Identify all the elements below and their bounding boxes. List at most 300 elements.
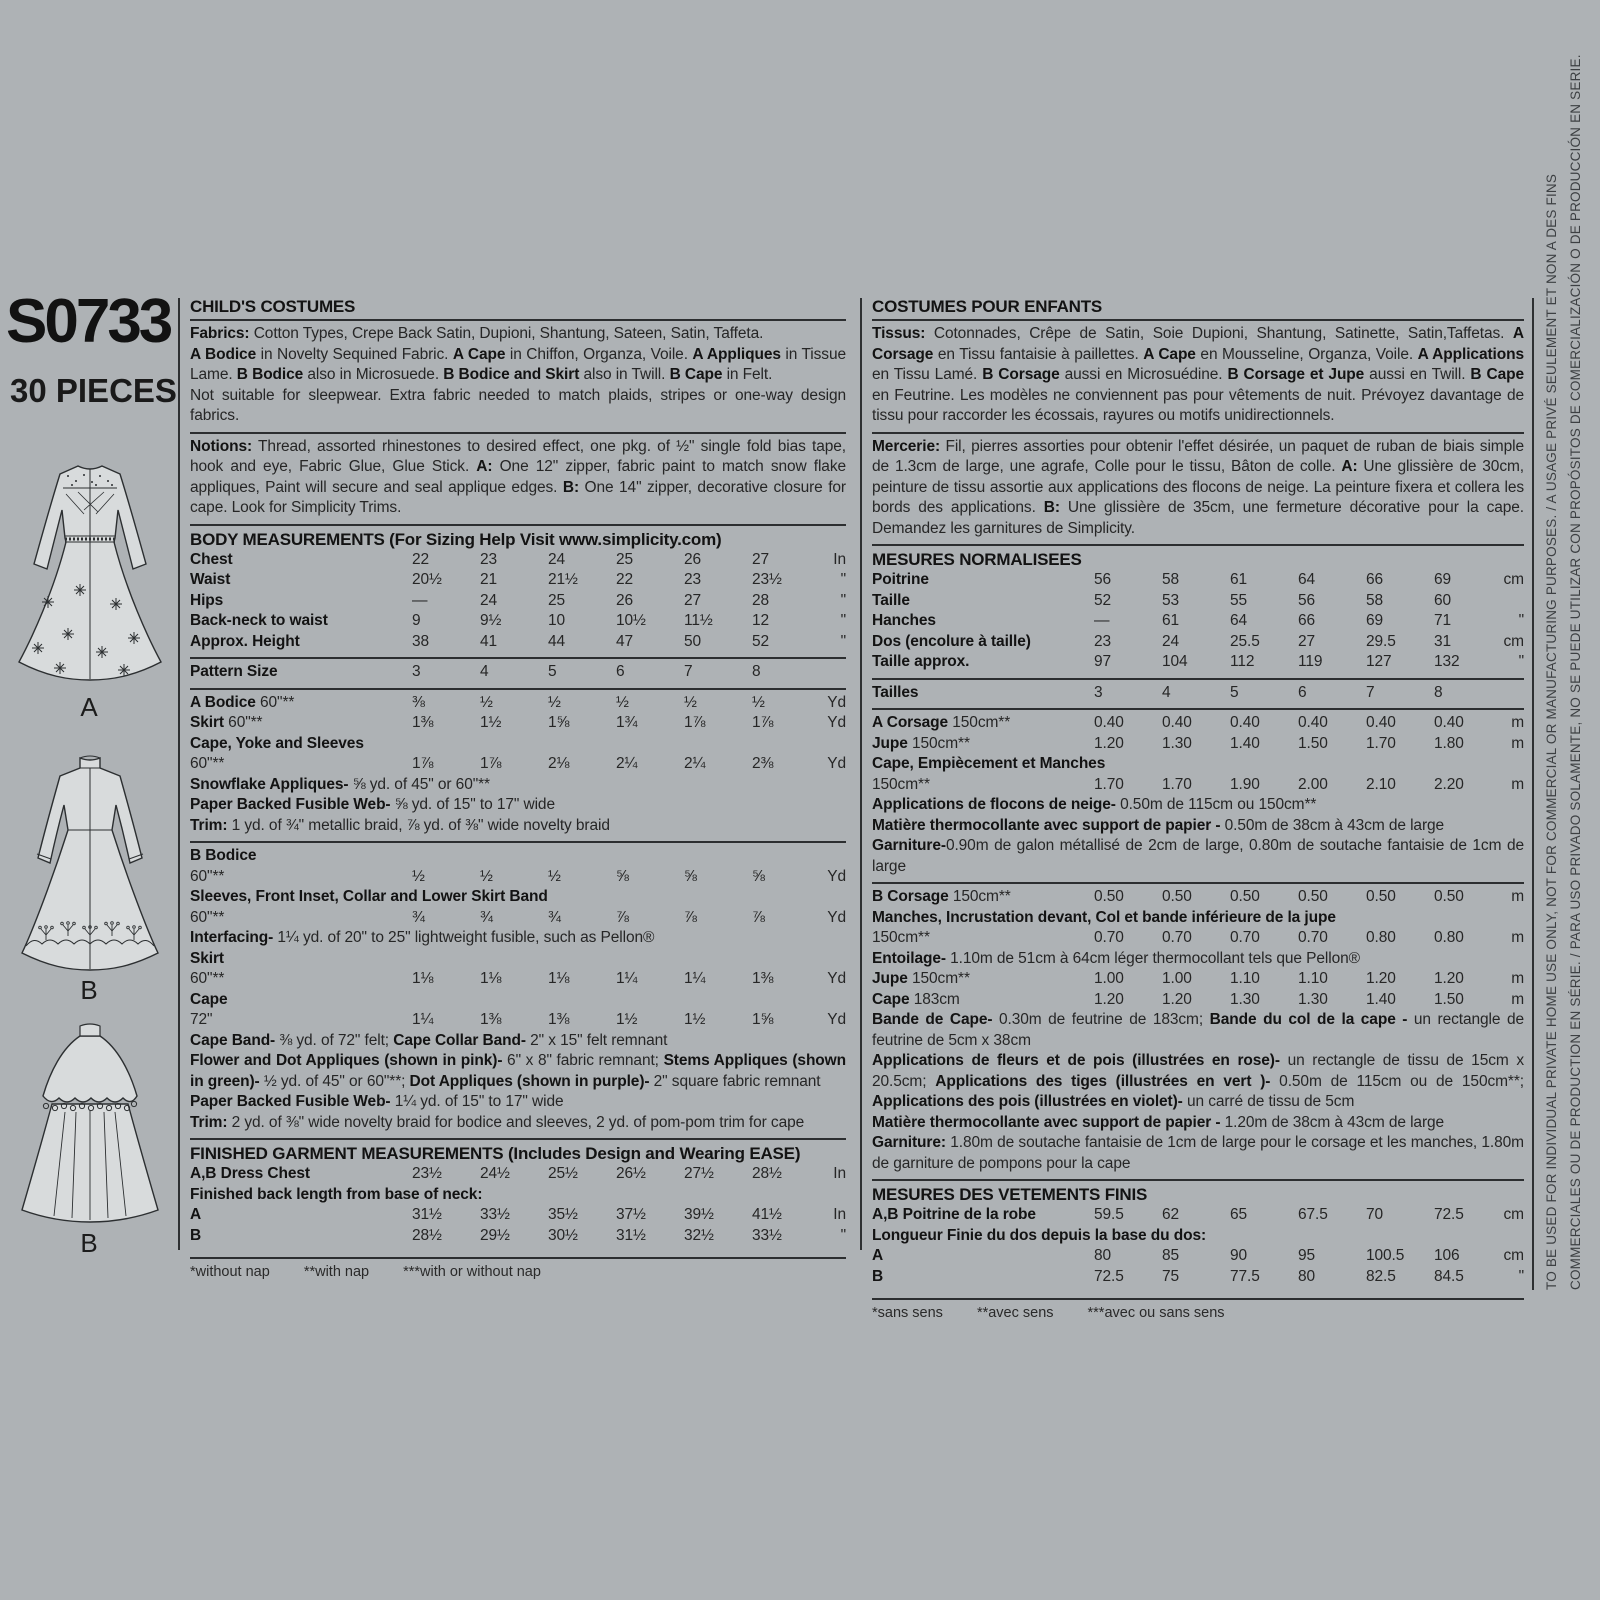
cell-value: 23½ — [412, 1165, 442, 1182]
view-a-label: A — [80, 692, 98, 722]
label-bold: Sleeves, Front Inset, Collar and Lower Skirt Band — [190, 888, 548, 905]
cell-value: 1.30 — [1298, 990, 1328, 1008]
cell-value: 5 — [548, 663, 557, 680]
row-label — [190, 611, 412, 632]
label-bold: Applications de fleurs et de pois (illustrées en rose)- — [872, 1052, 1280, 1069]
row-label — [190, 591, 412, 612]
cell-value: ¾ — [412, 908, 425, 926]
unit-cell: " — [1518, 653, 1524, 670]
cell-value: 21½ — [548, 571, 578, 588]
cell-value: 2⅛ — [548, 755, 570, 772]
label-bold: Applications des pois (illustrées en violet)- — [872, 1093, 1183, 1110]
cell-value: 0.40 — [1162, 714, 1192, 731]
cell-value: ¾ — [480, 908, 493, 926]
section-heading — [190, 529, 846, 550]
label-bold: Taille — [872, 591, 910, 609]
section — [872, 1179, 1524, 1292]
row-label — [872, 969, 1094, 990]
cell-value: 1.20 — [1094, 734, 1124, 752]
cell-value: 33½ — [752, 1226, 782, 1244]
label-bold: B — [872, 1267, 884, 1285]
cell-value: 1.30 — [1230, 990, 1260, 1008]
cell-value: 55 — [1230, 591, 1248, 609]
cell-value: 24 — [480, 591, 498, 609]
unit-cell: " — [1518, 612, 1524, 629]
unit-cell: In — [833, 550, 846, 568]
unit-cell: Yd — [827, 693, 846, 711]
cell-value: 29½ — [480, 1226, 510, 1244]
label-bold: B Bodice and Skirt — [443, 366, 580, 383]
label-text: en Tissu fantaisie à paillettes. — [933, 345, 1144, 363]
unit-cell: " — [840, 632, 846, 650]
table-row — [190, 969, 846, 990]
cell-value: 5 — [1230, 683, 1239, 701]
label-text: 1¼ yd. of 20" to 25" lightweight fusible, such as Pellon® — [273, 929, 655, 946]
label-text: 1¼ yd. of 15" to 17" wide — [390, 1093, 564, 1110]
label-bold: A Bodice — [190, 693, 256, 711]
cell-value: 1¾ — [616, 714, 638, 731]
view-b-dress-label: B — [80, 975, 98, 1005]
cell-value: 61 — [1162, 612, 1180, 629]
cell-value: 1⅞ — [480, 755, 502, 772]
cell-value: 61 — [1230, 571, 1248, 588]
cell-value: 32½ — [684, 1226, 714, 1244]
label-bold: Bande du col de la cape - — [1209, 1011, 1408, 1028]
footnote — [872, 1298, 1524, 1321]
cell-value: 1⅞ — [412, 755, 434, 772]
label-bold: Skirt — [190, 949, 224, 967]
row-label — [190, 754, 412, 775]
cell-value: 31½ — [616, 1226, 646, 1244]
cell-value: ⅞ — [752, 908, 765, 926]
cell-value: 38 — [412, 632, 430, 650]
table-row — [190, 570, 846, 591]
cell-value: 1⅛ — [412, 970, 434, 987]
cell-value: 71 — [1434, 612, 1452, 629]
cell-value: 25 — [548, 591, 566, 609]
unit-cell: Yd — [827, 714, 846, 731]
section — [872, 544, 1524, 678]
cell-value: 1.40 — [1230, 734, 1260, 752]
label-bold: Trim: — [190, 816, 228, 834]
label-text: 60"** — [190, 970, 225, 987]
label-bold: B: — [1043, 499, 1060, 516]
unit-cell: Yd — [827, 867, 846, 885]
label-bold: A Bodice — [190, 345, 257, 363]
cell-value: 85 — [1162, 1247, 1180, 1264]
label-text: 183cm — [909, 990, 960, 1008]
label-bold: Entoilage- — [872, 949, 946, 967]
cell-value: 44 — [548, 632, 566, 650]
cell-value: ⅜ — [412, 693, 425, 711]
label-text: Not suitable for sleepwear. Extra fabric needed to match plaids, stripes or one-way design fabrics. — [190, 386, 846, 424]
cell-value: 50 — [684, 632, 702, 650]
label-text: un rectangle de tissu de 15cm x 20.5cm; — [872, 1052, 1524, 1090]
cell-value: 67.5 — [1298, 1206, 1328, 1223]
table-row — [872, 1205, 1524, 1226]
cell-value: 6 — [1298, 683, 1307, 701]
cell-value: 70 — [1366, 1206, 1384, 1223]
label-bold: Dos (encolure à taille) — [872, 632, 1031, 650]
table-row — [872, 713, 1524, 734]
table-row — [190, 908, 846, 929]
cell-value: 26½ — [616, 1165, 646, 1182]
copyright-vertical-text — [1540, 54, 1588, 1290]
cell-value: 23 — [480, 550, 498, 568]
label-bold: Hips — [190, 591, 224, 609]
cell-value: ½ — [684, 693, 697, 711]
cell-value: 1.00 — [1162, 970, 1192, 987]
label-bold: Cape Collar Band- — [393, 1031, 526, 1049]
cell-value: 3 — [412, 663, 421, 680]
label-bold: COSTUMES POUR ENFANTS — [872, 297, 1103, 316]
cell-value: 1.70 — [1094, 775, 1124, 793]
cell-value: 37½ — [616, 1206, 646, 1223]
paragraph — [190, 1031, 846, 1052]
unit-cell: m — [1511, 775, 1524, 793]
cell-value: ⅝ — [684, 867, 697, 885]
cell-value: 0.40 — [1366, 714, 1396, 731]
cell-value: 62 — [1162, 1206, 1180, 1223]
table-row — [872, 990, 1524, 1011]
row-label — [872, 652, 1094, 673]
cell-value: 4 — [480, 663, 489, 680]
cell-value: 53 — [1162, 591, 1180, 609]
label-bold: Tailles — [872, 683, 919, 701]
cell-value: ½ — [548, 867, 561, 885]
cell-value: 1¼ — [684, 970, 706, 987]
label-bold: MESURES NORMALISEES — [872, 550, 1082, 569]
row-label — [872, 683, 1094, 704]
cell-value: ½ — [480, 867, 493, 885]
table-row — [190, 611, 846, 632]
cell-value: 7 — [684, 663, 693, 680]
table-text-line — [872, 816, 1524, 837]
label-bold: A: — [476, 458, 493, 475]
cell-value: 21 — [480, 571, 498, 588]
label-bold: Trim: — [190, 1113, 228, 1131]
unit-cell: cm — [1503, 1206, 1524, 1223]
table-text-line — [872, 949, 1524, 970]
table-row — [872, 570, 1524, 591]
footnote-item: ***with or without nap — [403, 1264, 541, 1280]
section — [872, 319, 1524, 432]
cell-value: 4 — [1162, 683, 1171, 701]
cell-value: 0.40 — [1434, 714, 1464, 731]
label-bold: Cape, Yoke and Sleeves — [190, 734, 364, 752]
cell-value: 27 — [684, 591, 702, 609]
label-bold: Taille approx. — [872, 653, 970, 670]
copyright-line-2: COMMERCIALES OU DE PRODUCTION EN SÉRIE. / PARA USO PRIVADO SOLAMENTE, NO SE PUEDE UTILIZAR CON PROPÓSITOS DE COMERCIALIZACIÓN O DE PRODUCCIÓN EN SERIE. — [1568, 54, 1583, 1290]
cell-value: 0.50 — [1434, 888, 1464, 905]
table-row — [190, 1010, 846, 1031]
label-bold: Jupe — [872, 970, 908, 987]
cell-value: 112 — [1230, 653, 1255, 670]
row-label — [872, 887, 1094, 908]
cell-value: 2¼ — [684, 755, 706, 772]
paragraph — [190, 1051, 846, 1092]
cell-value: 52 — [752, 632, 770, 650]
label-bold: B Corsage et Jupe — [1227, 366, 1365, 383]
cell-value: 7 — [1366, 683, 1375, 701]
cell-value: — — [1094, 612, 1110, 629]
cell-value: 69 — [1434, 571, 1452, 588]
label-bold: Garniture- — [872, 837, 946, 854]
cell-value: 1½ — [616, 1011, 638, 1028]
label-bold: Applications des tiges (illustrées en vert )- — [935, 1072, 1271, 1090]
cell-value: 29.5 — [1366, 632, 1396, 650]
label-bold: Stems Appliques (shown in green)- — [190, 1052, 847, 1090]
unit-cell: " — [840, 612, 846, 629]
label-bold: A,B Poitrine de la robe — [872, 1206, 1036, 1223]
cell-value: 0.80 — [1434, 929, 1464, 946]
label-text: aussi en Microsuédine. — [1059, 366, 1228, 383]
cell-value: 33½ — [480, 1206, 510, 1223]
cell-value: 22 — [616, 571, 634, 588]
label-text: 0.50m de 115cm ou 150cm** — [1115, 796, 1317, 813]
label-text: Une glissière de 35cm, une fermeture décorative pour la cape. Demandez les garnitures de Simplicity. — [872, 499, 1524, 537]
row-label — [190, 693, 412, 714]
unit-cell: Yd — [827, 755, 846, 772]
table-row — [872, 1246, 1524, 1267]
label-bold: B Cape — [669, 366, 723, 383]
label-bold: Flower and Dot Appliques (shown in pink)- — [190, 1052, 503, 1069]
english-column — [190, 296, 846, 1280]
row-label — [190, 1205, 412, 1226]
cell-value: 0.40 — [1230, 714, 1260, 731]
label-bold: Pattern Size — [190, 663, 278, 680]
label-bold: Jupe — [872, 734, 908, 752]
label-bold: BODY MEASUREMENTS (For Sizing Help Visit www.simplicity.com) — [190, 529, 722, 549]
pattern-number: S0733 — [6, 287, 171, 356]
table-row — [190, 754, 846, 775]
label-text: ⅝ yd. of 45" or 60"** — [348, 775, 490, 793]
cell-value: 64 — [1298, 571, 1316, 588]
row-label — [190, 1010, 412, 1031]
section — [872, 708, 1524, 882]
row-label — [872, 713, 1094, 734]
label-text: 150cm** — [907, 734, 970, 752]
cell-value: 97 — [1094, 653, 1112, 670]
cell-value: 1⅜ — [480, 1011, 502, 1028]
label-text: ½ yd. of 45" or 60"**; — [259, 1072, 410, 1090]
cell-value: 1.10 — [1298, 970, 1328, 987]
label-bold: A Corsage — [872, 714, 949, 731]
unit-cell: m — [1511, 970, 1524, 987]
table-text-line — [190, 990, 846, 1011]
label-bold: Fabrics: — [190, 325, 250, 342]
table-text-line — [190, 795, 846, 816]
cell-value: 1⅜ — [548, 1011, 570, 1028]
cell-value: 1.40 — [1366, 990, 1396, 1008]
row-label — [872, 1205, 1094, 1226]
unit-cell — [1502, 683, 1524, 704]
cell-value: 2.00 — [1298, 775, 1328, 793]
label-bold: B — [190, 1226, 202, 1244]
cell-value: 1.80 — [1434, 734, 1464, 752]
cell-value: 1.30 — [1162, 734, 1192, 752]
cell-value: 80 — [1298, 1267, 1316, 1285]
label-text: Une glissière de 30cm, peinture de tissu assortie aux applications des flocons de neige. La peinture fixera et collera les bords des applications. — [872, 458, 1524, 516]
cell-value: 1.20 — [1366, 970, 1396, 987]
label-bold: B Corsage — [982, 366, 1060, 383]
label-bold: Mercerie: — [872, 437, 941, 455]
label-bold: Cape — [872, 990, 910, 1008]
cell-value: 82.5 — [1366, 1267, 1396, 1285]
unit-cell: m — [1511, 734, 1524, 752]
cell-value: 1⅜ — [752, 970, 774, 987]
label-text: 2" x 15" felt remnant — [525, 1031, 668, 1049]
cell-value: ½ — [548, 693, 561, 711]
unit-cell — [820, 662, 846, 683]
label-bold: Back-neck to waist — [190, 612, 328, 629]
label-text: 60"** — [223, 714, 263, 731]
table-row — [190, 867, 846, 888]
footnote-item: *without nap — [190, 1264, 270, 1280]
label-bold: B: — [562, 478, 580, 496]
table-row — [190, 591, 846, 612]
cell-value: 1.10 — [1230, 970, 1260, 987]
unit-cell: m — [1511, 990, 1524, 1008]
cell-value: 0.80 — [1366, 929, 1396, 946]
table-text-line — [190, 846, 846, 867]
cell-value: 64 — [1230, 612, 1248, 629]
row-label — [872, 1267, 1094, 1288]
label-bold: Cape, Empiècement et Manches — [872, 755, 1106, 772]
french-column — [872, 296, 1524, 1321]
label-text: 150cm** — [872, 929, 930, 946]
row-label — [872, 734, 1094, 755]
label-text: 1.20m de 38cm à 43cm de large — [1220, 1113, 1445, 1131]
table-row — [190, 1205, 846, 1226]
cell-value: 31 — [1434, 632, 1452, 650]
cell-value: 59.5 — [1094, 1206, 1124, 1223]
section — [190, 319, 846, 432]
row-label — [872, 611, 1094, 632]
section — [190, 841, 846, 1138]
cell-value: 1.20 — [1434, 970, 1464, 987]
section — [190, 688, 846, 842]
cell-value: 75 — [1162, 1267, 1180, 1285]
cell-value: 0.70 — [1298, 929, 1328, 946]
label-bold: Snowflake Appliques- — [190, 775, 349, 793]
label-text: 1.80m de soutache fantaisie de 1cm de large pour le corsage et les manches, 1.80m de garniture de pompons pour la cape — [872, 1134, 1524, 1172]
cell-value: 1.20 — [1094, 990, 1124, 1008]
table-text-line — [190, 816, 846, 837]
table-text-line — [190, 928, 846, 949]
label-text: 1 yd. of ¾" metallic braid, ⅞ yd. of ⅜" wide novelty braid — [227, 816, 610, 834]
section — [190, 657, 846, 688]
cell-value: 65 — [1230, 1206, 1248, 1223]
cell-value: ⅞ — [684, 908, 697, 926]
cell-value: 60 — [1434, 591, 1452, 609]
label-bold: Bande de Cape- — [872, 1011, 993, 1028]
cell-value: 0.70 — [1230, 929, 1260, 946]
cell-value: 41 — [480, 632, 498, 650]
table-row — [872, 632, 1524, 653]
label-bold: Finished back length from base of neck: — [190, 1185, 483, 1203]
cell-value: 0.40 — [1298, 714, 1328, 731]
cell-value: 52 — [1094, 591, 1112, 609]
label-text: One 12" zipper, fabric paint to match snow flake appliques, Paint will secure and seal applique edges. — [190, 458, 846, 496]
label-text: also in Twill. — [579, 366, 670, 383]
unit-cell: " — [840, 1226, 846, 1244]
cell-value: 41½ — [752, 1206, 782, 1223]
label-bold: A Applications — [1417, 345, 1524, 363]
label-bold: A Cape — [1143, 345, 1196, 363]
unit-cell: cm — [1503, 571, 1524, 588]
label-bold: Notions: — [190, 437, 253, 455]
label-text: 72" — [190, 1011, 213, 1028]
row-label — [872, 1246, 1094, 1267]
cell-value: 56 — [1298, 591, 1316, 609]
table-row — [190, 1164, 846, 1185]
label-bold: Approx. Height — [190, 632, 300, 650]
section-heading — [872, 1184, 1524, 1205]
label-text: Thread, assorted rhinestones to desired effect, one pkg. of ½" single fold bias tape, hook and eye, Fabric Glue, Glue Stick. — [190, 437, 846, 475]
footnote-item: **avec sens — [976, 1305, 1054, 1321]
row-label — [190, 550, 412, 571]
cell-value: 24½ — [480, 1165, 510, 1182]
section — [190, 296, 846, 319]
label-bold: CHILD'S COSTUMES — [190, 297, 356, 316]
cell-value: 6 — [616, 663, 625, 680]
divider — [178, 298, 180, 1250]
label-text: in Tissue Lame. — [190, 345, 846, 383]
row-label — [190, 1164, 412, 1185]
unit-cell: m — [1511, 888, 1524, 905]
cell-value: 23 — [1094, 632, 1112, 650]
label-bold: A: — [1341, 458, 1358, 475]
unit-cell: cm — [1503, 1247, 1524, 1264]
label-text: 2 yd. of ⅜" wide novelty braid for bodice and sleeves, 2 yd. of pom-pom trim for cape — [227, 1113, 805, 1131]
table-text-line — [190, 1185, 846, 1206]
cell-value: 25 — [616, 550, 634, 568]
cell-value: ½ — [752, 693, 765, 711]
paragraph — [872, 324, 1524, 427]
label-bold: Applications de flocons de neige- — [872, 796, 1116, 813]
section — [872, 432, 1524, 545]
label-text: ⅜ yd. of 72" felt; — [275, 1031, 394, 1049]
cell-value: 2⅜ — [752, 755, 774, 772]
cell-value: 104 — [1162, 653, 1188, 670]
paragraph — [190, 437, 846, 519]
cell-value: 0.50 — [1094, 888, 1124, 905]
cell-value: 8 — [1434, 683, 1443, 701]
paragraph — [872, 1133, 1524, 1174]
divider — [1532, 298, 1534, 1290]
section-heading — [872, 549, 1524, 570]
cell-value: 28½ — [752, 1165, 782, 1182]
footnote — [190, 1257, 846, 1280]
label-bold: Matière thermocollante avec support de papier - — [872, 816, 1221, 834]
cell-value: 1.20 — [1162, 990, 1192, 1008]
label-bold: Paper Backed Fusible Web- — [190, 1093, 391, 1110]
label-text: 2" square fabric remnant — [649, 1072, 821, 1090]
label-bold: B Bodice — [236, 366, 304, 383]
cell-value: 35½ — [548, 1206, 578, 1223]
cell-value: 119 — [1298, 653, 1323, 670]
cell-value: 26 — [616, 591, 634, 609]
cell-value: 27 — [752, 550, 770, 568]
unit-cell: In — [833, 1165, 846, 1182]
divider — [860, 298, 862, 1250]
row-label — [190, 969, 412, 990]
row-label — [190, 570, 412, 591]
paragraph — [190, 1113, 846, 1134]
cell-value: 66 — [1366, 571, 1384, 588]
label-bold: Cape — [190, 990, 228, 1008]
